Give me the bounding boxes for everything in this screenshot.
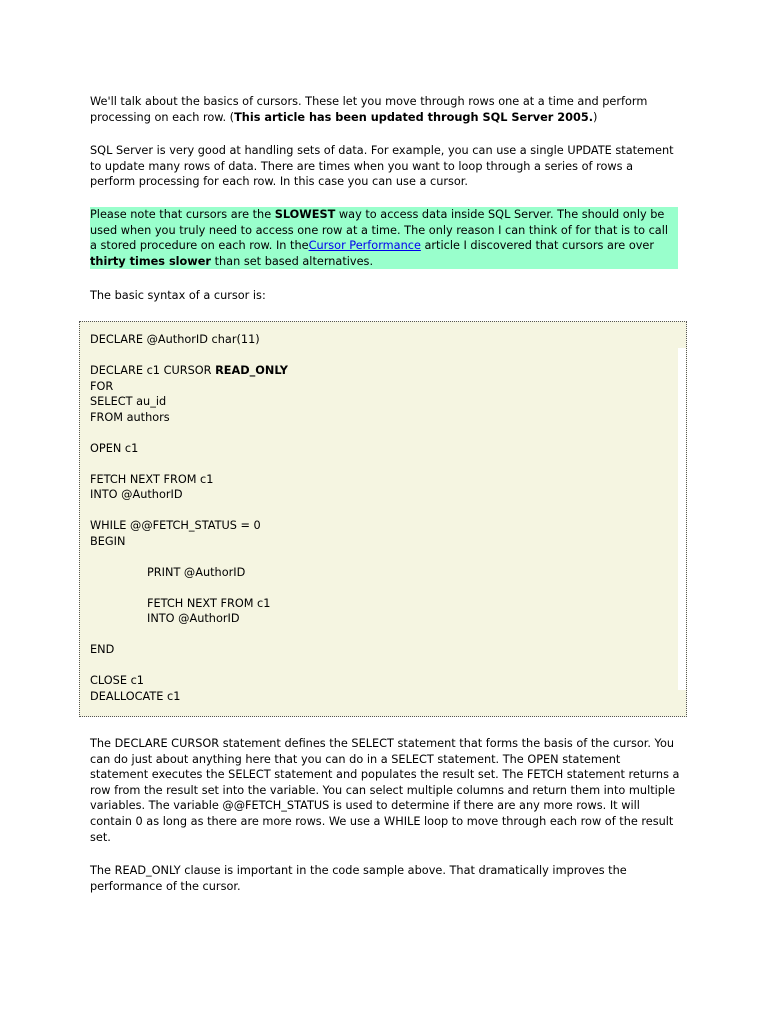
code-line: DECLARE @AuthorID char(11) <box>90 333 260 346</box>
intro-text: We'll talk about the basics of cursors. These let you move through rows one at a time and perform processing on each row. ( <box>90 95 648 124</box>
code-blank-line <box>90 627 288 643</box>
code-blank-line <box>90 503 288 519</box>
code-line: CLOSE c1 <box>90 674 144 687</box>
code-line: DEALLOCATE c1 <box>90 689 181 703</box>
intro-bold-note: This article has been updated through SQL Server 2005. <box>234 110 593 124</box>
code-line: END <box>90 643 115 656</box>
note-bold-slowest: SLOWEST <box>274 208 336 221</box>
note-text-after-link: article I discovered that cursors are over <box>420 239 655 253</box>
code-line: SELECT au_id <box>90 395 167 408</box>
code-line: OPEN c1 <box>90 441 139 455</box>
code-line: INTO @AuthorID <box>90 488 183 501</box>
code-line: INTO @AuthorID <box>147 612 240 625</box>
cursor-performance-link[interactable]: Cursor Performance <box>308 239 421 253</box>
note-bold-thirty-times: thirty times slower <box>90 254 211 268</box>
code-line: FETCH NEXT FROM c1 <box>90 472 214 486</box>
code-line: FROM authors <box>90 410 170 424</box>
code-line: PRINT @AuthorID <box>147 565 246 579</box>
performance-note <box>90 207 678 269</box>
code-blank-line <box>90 658 288 674</box>
code-blank-line <box>90 580 288 596</box>
intro-close-paren: ) <box>593 110 598 124</box>
sets-paragraph: SQL Server is very good at handling sets of data. For example, you can use a single UPDATE statement to update many rows of data. There are times when you want to loop through a series of rows a perform processing for each row. In this case you can use a cursor. <box>90 144 674 189</box>
code-line-text: DECLARE c1 CURSOR <box>90 364 216 377</box>
read-only-paragraph: The READ_ONLY clause is important in the code sample above. That dramatically improves the performance of the cursor. <box>90 864 627 893</box>
note-text-start: Please note that cursors are the <box>90 208 275 221</box>
intro-paragraph <box>90 94 680 125</box>
code-line <box>90 363 288 379</box>
code-line: BEGIN <box>90 534 126 548</box>
code-blank-line <box>90 456 288 472</box>
code-scrollbar[interactable] <box>678 348 686 690</box>
code-block <box>79 321 687 717</box>
note-text-end: than set based alternatives. <box>210 254 374 268</box>
code-blank-line <box>90 549 288 565</box>
code-line: FETCH NEXT FROM c1 <box>147 596 271 610</box>
declare-cursor-explanation: The DECLARE CURSOR statement defines the SELECT statement that forms the basis of the cursor. You can do just about anything here that you can do in a SELECT statement. The OPEN statement statement executes the SELECT statement and populates the result set. The FETCH statement returns a row from the result set into the variable. You can select multiple columns and return them into multiple variables. The variable @@FETCH_STATUS is used to determine if there are any more rows. It will contain 0 as long as there are more rows. We use a WHILE loop to move through each row of the result set. <box>90 737 680 844</box>
code-line: WHILE @@FETCH_STATUS = 0 <box>90 519 261 532</box>
note-text-middle: way to access data inside SQL Server. The should only be used when you truly need to access one row at a time. The only reason I can think of for that is to call a stored procedure on each row. In the <box>90 208 669 253</box>
syntax-intro: The basic syntax of a cursor is: <box>90 289 266 302</box>
code-blank-line <box>90 348 288 364</box>
code-keyword-read-only: READ_ONLY <box>215 364 288 377</box>
code-line: FOR <box>90 379 114 393</box>
code-blank-line <box>90 425 288 441</box>
